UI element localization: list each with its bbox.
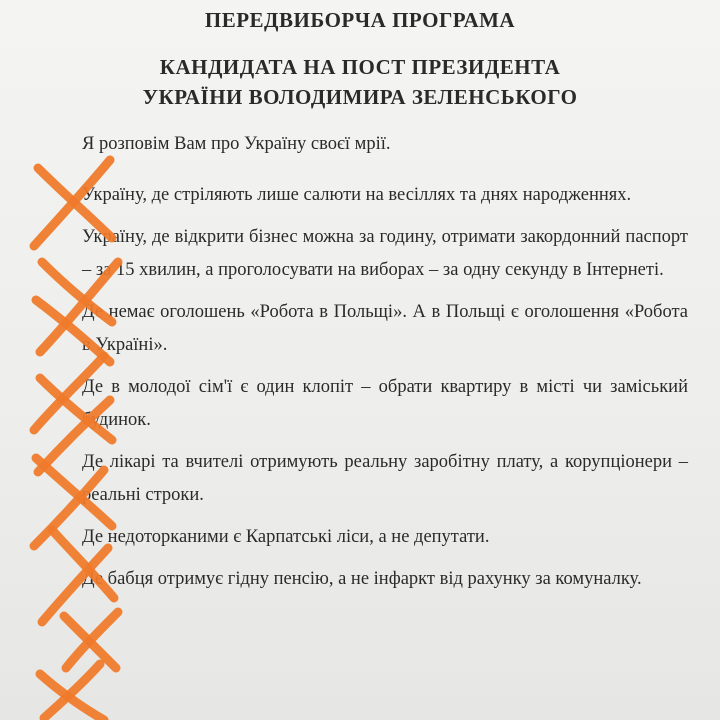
cross-mark-7	[64, 612, 118, 668]
paragraph-6: Де лікарі та вчителі отримують реальну заробітну плату, а корупціонери – реальні строки.	[82, 452, 688, 505]
paragraph-2: Україну, де стріляють лише салюти на весіллях та днях народженнях.	[82, 185, 632, 205]
paragraph-8: Де бабця отримує гідну пенсію, а не інфаркт від рахунку за комуналку.	[82, 569, 642, 589]
document-body	[82, 128, 688, 596]
title-line-1: ПЕРЕДВИБОРЧА ПРОГРАМА	[204, 8, 516, 32]
paragraph-7: Де недоторканими є Карпатські ліси, а не депутати.	[82, 527, 490, 547]
paragraph-1: Я розповім Вам про Україну своєї мрії.	[82, 134, 391, 154]
paragraph-5: Де в молодої сім'ї є один клопіт – обрати квартиру в місті чи заміський будинок.	[82, 377, 688, 430]
paragraph-3: Україну, де відкрити бізнес можна за годину, отримати закордонний паспорт – за 15 хвилин, а проголосувати на виборах – за одну секунду в Інтернеті.	[82, 227, 688, 280]
title-line-2: КАНДИДАТА НА ПОСТ ПРЕЗИДЕНТА	[159, 55, 561, 79]
title-line-3: УКРАЇНИ ВОЛОДИМИРА ЗЕЛЕНСЬКОГО	[142, 85, 578, 109]
paragraph-4: Де немає оголошень «Робота в Польщі». А в Польщі є оголошення «Робота в Україні».	[82, 302, 688, 355]
cross-mark-8	[40, 664, 104, 720]
document-header	[0, 6, 720, 112]
